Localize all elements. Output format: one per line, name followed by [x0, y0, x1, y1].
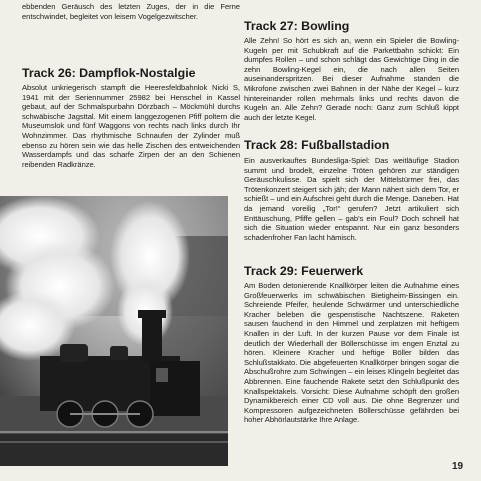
steam-locomotive-photo [0, 196, 228, 466]
intro-paragraph: ebbenden Geräusch des letzten Zuges, der in die Ferne entschwindet, begleitet von leisem Vogelgezwitscher. [22, 2, 240, 21]
track-27-body: Alle Zehn! So hört es sich an, wenn ein Spieler die Bowling-Kugeln per mit Schubkraft auf die Parkettbahn schickt: Ein dumpfes Rollen – und schon schlägt das Gewichtige Ding in die zehn Bowling-Kegel ein, die nach allen Seiten auseinanderspritzen. Bei dieser Aufnahme standen die Mikrofone zwischen zwei Bahnen in der Nähe der Kegel – kurz hintereinander rollen mehrmals links und rechts davon die Kugeln an. Alle Zehn? Gerade noch: Ganz zum Schluß kippt auch der letzte Kegel. [244, 36, 459, 122]
track-28-body: Ein ausverkauftes Bundesliga-Spiel: Das weitläufige Stadion summt und brodelt, einzelne Tröten gehören zur ständigen Geräuschkulisse. Da spielt sich der Mittelstürmer frei, das Trötenkonzert steigert sich jäh; der Mann nähert sich dem Tor, er schießt – und ein Aufschrei geht durch die Menge. Daneben. Hat da jemand voreilig „Tor!“ gerufen? Jetzt artikuliert sich Enttäuschung, Pfiffe gellen – gab’s ein Foul? Doch schnell hat sich die Situation wieder entspannt. Nur ein ganz besonders schadenfroher Fan lacht hämisch. [244, 156, 459, 242]
track-29-body: Am Boden detonierende Knallkörper leiten die Aufnahme eines Großfeuerwerks im schwäbischen Bietigheim-Bissingen ein. Schreiende Pfeifer, heulende Schwärmer und unterschiedliche Kracher beleben die gespenstische Nachtszene. Raketen sausen fauchend in den Himmel und zerplatzen mit heftigem Knallen in der Luft. In der kurzen Pause vor dem Finale ist deutlich der Wiederhall der Böllerschüsse im engen Enztal zu hören. Kleinere Kracher und heftige Böller bilden das Schlußstakkato. Die abgefeuerten Knallkörper bringen sogar die Abschußrohre zum Schwingen – ein leises Klingeln begleitet das Abbrennen. Eine fauchende Rakete setzt den Schlußpunkt des Knallspektakels. Vorsicht: Diese Aufnahme schöpft den großen Dynamikbereich einer CD voll aus. Die ohne Begrenzer und Kompressoren aufgezeichneten Böllerschüsse gefährden bei hoher Abhörlautstärke Ihre Anlage. [244, 281, 459, 425]
track-29-title: Track 29: Feuerwerk [244, 264, 364, 278]
track-27-title: Track 27: Bowling [244, 19, 350, 33]
track-26-title: Track 26: Dampflok-Nostalgie [22, 66, 196, 80]
track-26-body: Absolut unkriegerisch stampft die Heeresfeldbahnlok Nicki S, 1941 mit der Seriennummer 25982 bei Henschel in Kassel gebaut, auf der Schmalspurbahn Dörzbach – Möckmühl durchs schwäbische Jagsttal. Mit einem langgezogenen Pfiff poltern die Museumslok und fünf Waggons von rechts nach links durch Ihr Wohnzimmer. Das rhythmische Schnaufen der Zylinder muß ebenso zu hören sein wie das helle Zischen des entweichenden Wasserdampfs und das scharfe Zirpen der an den Schienen reibenden Radkränze. [22, 83, 240, 169]
track-28-title: Track 28: Fußballstadion [244, 138, 390, 152]
page-number: 19 [452, 461, 464, 472]
